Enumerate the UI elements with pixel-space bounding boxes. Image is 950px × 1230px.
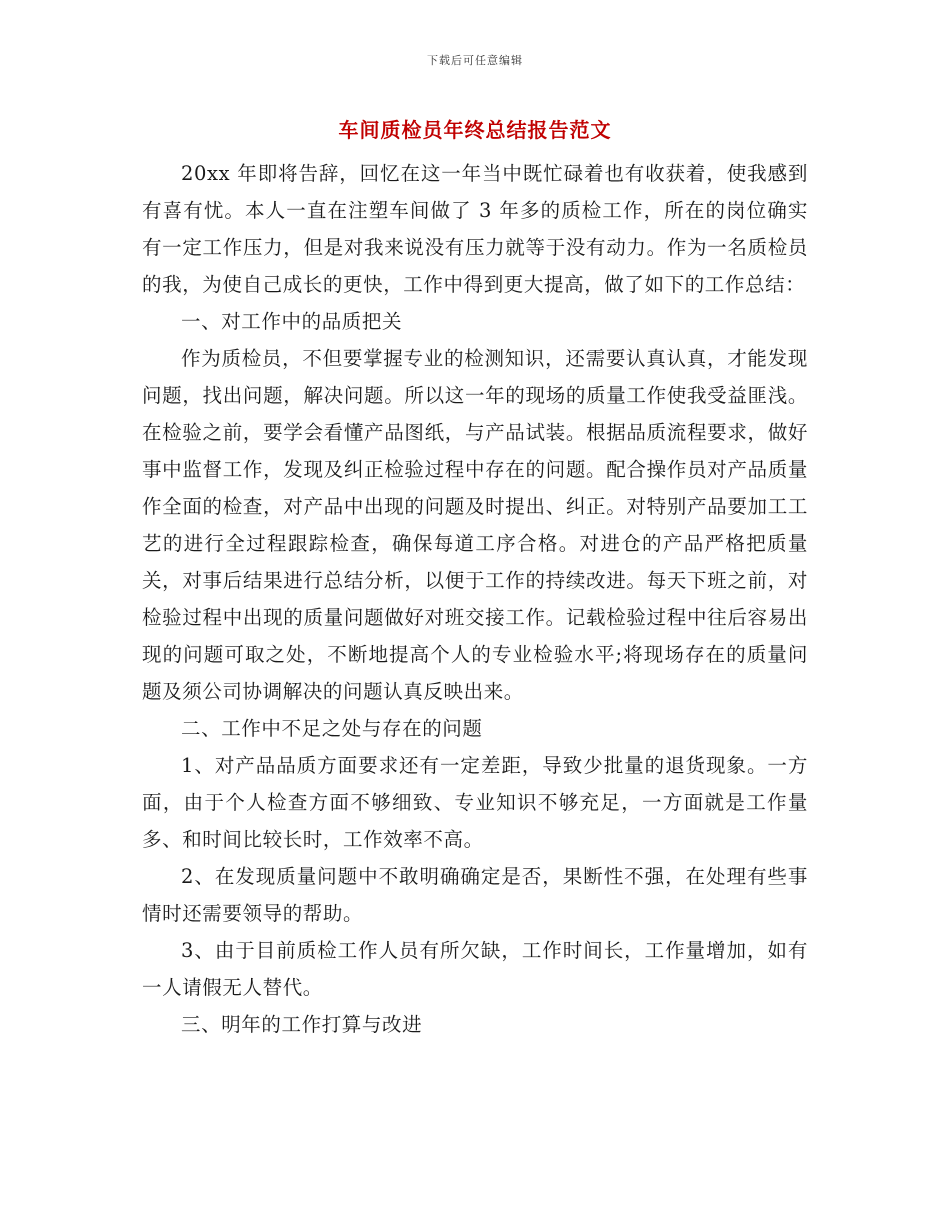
header-note: 下载后可任意编辑	[427, 54, 523, 67]
issue-item-2: 2、在发现质量问题中不敢明确确定是否，果断性不强，在处理有些事情时还需要领导的帮助。	[142, 865, 808, 925]
document-body	[142, 155, 808, 1043]
section-heading-3: 三、明年的工作打算与改进	[181, 1013, 423, 1036]
document-title: 车间质检员年终总结报告范文	[338, 118, 612, 142]
section-heading-2: 二、工作中不足之处与存在的问题	[181, 717, 483, 740]
intro-paragraph: 20xx 年即将告辞，回忆在这一年当中既忙碌着也有收获着，使我感到有喜有忧。本人一直在注塑车间做了 3 年多的质检工作，所在的岗位确实有一定工作压力，但是对我来说没有压力就等于没有动力。作为一名质检员的我，为使自己成长的更快，工作中得到更大提高，做了如下的工作总结：	[142, 162, 808, 296]
section-heading-1: 一、对工作中的品质把关	[181, 310, 403, 333]
issue-item-1: 1、对产品品质方面要求还有一定差距，导致少批量的退货现象。一方面，由于个人检查方面不够细致、专业知识不够充足，一方面就是工作量多、和时间比较长时，工作效率不高。	[142, 754, 808, 851]
section-1-paragraph: 作为质检员，不但要掌握专业的检测知识，还需要认真认真，才能发现问题，找出问题，解决问题。所以这一年的现场的质量工作使我受益匪浅。 在检验之前，要学会看懂产品图纸，与产品试装。根据品质流程要求，做好事中监督工作，发现及纠正检验过程中存在的问题。配合操作员对产品质量作全面的检查，对产品中出现的问题及时提出、纠正。对特别产品要加工工艺的进行全过程跟踪检查，确保每道工序合格。对进仓的产品严格把质量关，对事后结果进行总结分析，以便于工作的持续改进。每天下班之前，对检验过程中出现的质量问题做好对班交接工作。记载检验过程中往后容易出现的问题可取之处，不断地提高个人的专业检验水平;将现场存在的质量问题及须公司协调解决的问题认真反映出来。	[142, 347, 808, 703]
issue-item-3: 3、由于目前质检工作人员有所欠缺，工作时间长，工作量增加，如有一人请假无人替代。	[142, 939, 808, 999]
